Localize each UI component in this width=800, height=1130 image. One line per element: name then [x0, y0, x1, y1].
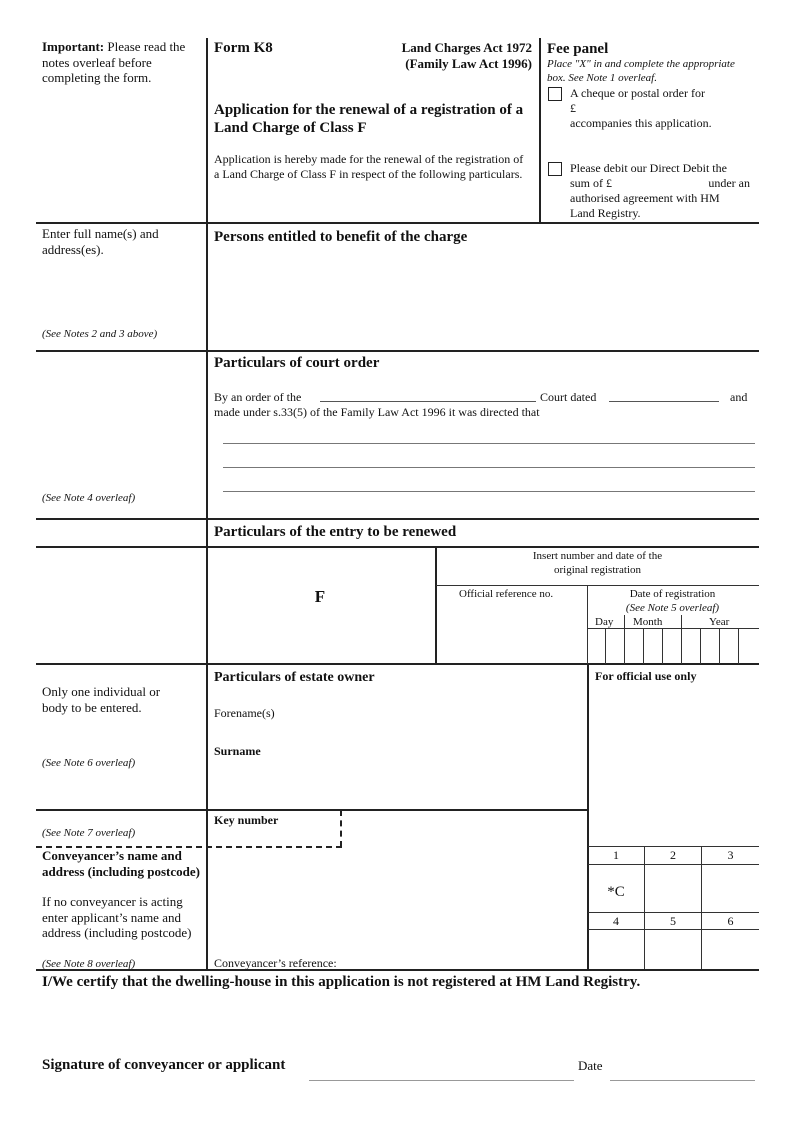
surname-label: Surname [214, 744, 261, 758]
fee-panel-title: Fee panel [547, 41, 609, 57]
persons-title: Persons entitled to benefit of the charge [214, 229, 468, 245]
rule-court [36, 350, 759, 352]
conveyancer-instruction: If no conveyancer is acting enter applicant’s name and address (including postcode) [42, 894, 192, 940]
signature-date-field[interactable] [610, 1080, 755, 1081]
note-4: (See Note 4 overleaf) [42, 492, 136, 504]
cheque-currency: £ [570, 101, 576, 115]
form-title: Application for the renewal of a registration of a Land Charge of Class F [214, 102, 524, 136]
certification-statement: I/We certify that the dwelling-house in this application is not registered at HM Land Registry. [42, 974, 641, 990]
official-grid-row2 [588, 912, 759, 913]
official-cell-2: 2 [670, 848, 676, 862]
date-registration-label: Date of registration [629, 588, 716, 600]
act-line-1: Land Charges Act 1972 [401, 40, 532, 55]
date-cell-divider [681, 615, 682, 664]
important-label: Important: [42, 39, 105, 54]
dd-line-3: authorised agreement with HM [570, 191, 720, 205]
date-note: (See Note 5 overleaf) [625, 602, 720, 614]
year-label: Year [709, 616, 730, 628]
official-cell-4: 4 [613, 914, 619, 928]
official-grid-top [588, 846, 759, 847]
date-cell-divider [662, 628, 663, 664]
rule-entry-top [36, 518, 759, 520]
main-column-divider [206, 38, 208, 970]
note-7: (See Note 7 overleaf) [42, 827, 136, 839]
key-number-dashed-side [340, 810, 342, 847]
court-date-field[interactable] [609, 401, 719, 402]
rule-persons [36, 222, 759, 224]
conveyancer-label: Conveyancer’s name and address (including postcode) [42, 848, 200, 879]
direct-debit-option [570, 161, 752, 221]
cheque-line-3: accompanies this application. [570, 116, 712, 130]
dd-line-2 [570, 176, 752, 191]
key-number-label: Key number [214, 813, 279, 827]
court-name-field[interactable] [320, 401, 536, 402]
important-note [42, 39, 192, 86]
rule-form-bottom [36, 969, 759, 971]
official-grid-col2 [701, 846, 702, 969]
date-cell-divider [719, 628, 720, 664]
official-grid-row3 [588, 929, 759, 930]
entry-header-rule [436, 585, 759, 586]
official-cell-5: 5 [670, 914, 676, 928]
court-title: Particulars of court order [214, 355, 380, 371]
direction-line-2[interactable] [223, 467, 755, 468]
and-label: and [730, 390, 748, 404]
direction-line-1[interactable] [223, 443, 755, 444]
dd-under: under an [708, 176, 750, 190]
direction-line-3[interactable] [223, 491, 755, 492]
note-6: (See Note 6 overleaf) [42, 757, 136, 769]
entry-class-divider [435, 546, 437, 664]
official-ref-label: Official reference no. [459, 588, 554, 600]
act-title [360, 40, 532, 72]
act-line-2: (Family Law Act 1996) [405, 56, 532, 71]
names-instruction: Enter full name(s) and address(es). [42, 226, 159, 257]
form-id: Form K8 [214, 40, 273, 56]
date-digit-cells[interactable] [587, 628, 759, 664]
official-cell-3: 3 [727, 848, 734, 862]
class-letter: F [314, 587, 326, 606]
cheque-checkbox[interactable] [548, 87, 562, 101]
fee-panel-instruction: Place "X" in and complete the appropriate box. See Note 1 overleaf. [547, 58, 735, 84]
conveyancer-reference-label: Conveyancer’s reference: [214, 956, 337, 970]
date-cell-divider [643, 628, 644, 664]
official-use-title: For official use only [595, 669, 697, 683]
date-cell-divider [700, 628, 701, 664]
rule-key-number [36, 809, 588, 811]
date-cell-divider [624, 615, 625, 664]
month-label: Month [633, 616, 663, 628]
date-cell-divider [738, 628, 739, 664]
official-cell-1: 1 [613, 848, 619, 862]
fee-panel-divider [539, 38, 541, 224]
official-c-mark: *C [607, 884, 625, 900]
made-under-text: made under s.33(5) of the Family Law Act 1996 it was directed that [214, 405, 540, 419]
date-cell-divider [605, 628, 606, 664]
estate-title: Particulars of estate owner [214, 670, 375, 685]
signature-field[interactable] [309, 1080, 574, 1081]
dd-line-4: Land Registry. [570, 206, 641, 220]
important-text: Please read the notes overleaf before completing the form. [42, 39, 186, 85]
dd-sum: sum of £ [570, 176, 612, 190]
cheque-option [570, 86, 750, 131]
cheque-line-1: A cheque or postal order for [570, 86, 705, 100]
direct-debit-checkbox[interactable] [548, 162, 562, 176]
official-cell-6: 6 [727, 914, 734, 928]
rule-entry-bottom [36, 546, 759, 548]
key-number-dashed-bottom [36, 846, 342, 848]
dd-line-1: Please debit our Direct Debit the [570, 161, 727, 175]
note-8: (See Note 8 overleaf) [42, 958, 136, 970]
only-one-instruction: Only one individual or body to be entered. [42, 684, 161, 715]
forenames-label: Forename(s) [214, 706, 275, 720]
by-order-label: By an order of the [214, 390, 302, 404]
official-grid-row1 [588, 864, 759, 865]
intro-text: Application is hereby made for the renewal of the registration of a Land Charge of Class F in respect of the following particulars. [214, 152, 524, 181]
entry-title: Particulars of the entry to be renewed [214, 524, 457, 540]
note-2-3: (See Notes 2 and 3 above) [42, 328, 158, 340]
signature-label: Signature of conveyancer or applicant [42, 1057, 286, 1073]
day-label: Day [595, 616, 614, 628]
insert-instruction: Insert number and date of the original registration [532, 550, 663, 576]
date-label: Date [578, 1058, 603, 1073]
court-dated-label: Court dated [540, 390, 597, 404]
official-grid-col1 [644, 846, 645, 969]
